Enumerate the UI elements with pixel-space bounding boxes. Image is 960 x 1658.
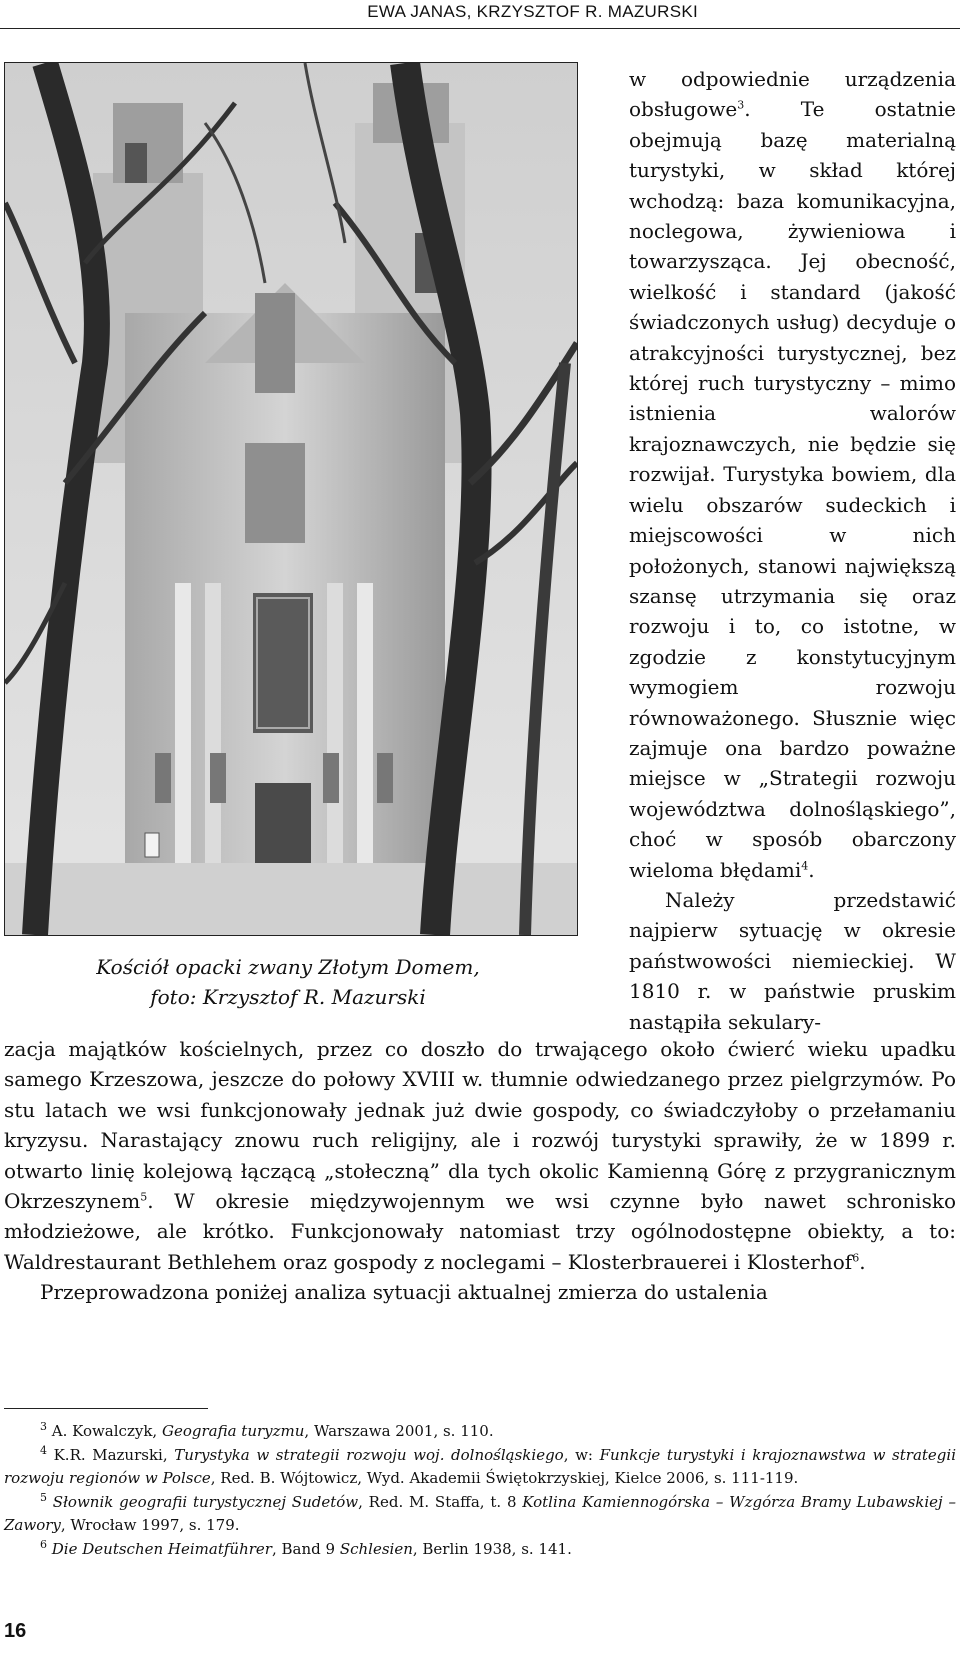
footnote-number: 5	[40, 1490, 47, 1504]
page-number: 16	[4, 1620, 27, 1642]
footnote-ref: 4	[801, 858, 809, 872]
footnote-number: 3	[40, 1420, 47, 1433]
text-run: , Band 9	[271, 1539, 340, 1558]
footnote-4	[4, 1444, 956, 1491]
figure-caption	[0, 952, 576, 1012]
text-run-italic: Kotlina Kamiennogórska – Wzgórza Bramy Lubawskiej – Zawory	[4, 1492, 956, 1534]
footnote-6	[4, 1538, 956, 1562]
footnote-separator	[4, 1408, 208, 1409]
footnote-number: 6	[40, 1537, 47, 1551]
text-run: , Red. M. Staffa, t. 8	[358, 1492, 523, 1511]
paragraph: Przeprowadzona poniżej analiza sytuacji aktualnej zmierza do ustalenia	[40, 1280, 768, 1305]
running-header	[0, 0, 960, 29]
text-run: , w:	[563, 1445, 600, 1464]
paragraph	[629, 64, 956, 885]
text-run: . Te ostatnie obejmują bazę materialną turystyki, w skład której wchodzą: baza komunikacyjna, noclegowa, żywieniowa i towarzysząca. Jej obecność, wielkość i standard (jakość świadczonych usług) decyduje o atrakcyjności turystycznej, bez której ruch turystyczny – mimo istnienia walorów krajoznawczych, nie będzie się rozwijał. Turystyka bowiem, dla wielu obszarów sudeckich i miejscowości w nich położonych, stanowi największą szansę utrzymania się oraz rozwoju i to, co istotne, w zgodzie z konstytucyjnym wymogiem rozwoju równoważonego. Słusznie więc zajmuje ona bardzo poważne miejsce w „Strategii rozwoju województwa dolnośląskiego”, choć w sposób obarczony wieloma błędami	[629, 97, 956, 882]
text-run: , Red. B. Wójtowicz, Wyd. Akademii Świętokrzyskiej, Kielce 2006, s. 111-119.	[210, 1469, 799, 1487]
footnote-5	[4, 1491, 956, 1538]
text-run: K.R. Mazurski,	[47, 1445, 175, 1464]
church-photo-drawing	[5, 63, 577, 935]
footnote-number: 4	[40, 1443, 47, 1457]
text-run-italic: Funkcje turystyki i krajoznawstwa w strategii rozwoju regionów w Polsce	[4, 1445, 956, 1487]
footnote-ref: 3	[737, 98, 745, 112]
text-run: , Berlin 1938, s. 141.	[412, 1539, 572, 1558]
paragraph-continuation	[4, 1034, 956, 1277]
text-run: .	[808, 857, 815, 882]
text-run: w odpowiednie urządzenia obsługowe	[629, 67, 956, 122]
text-run: .	[859, 1249, 866, 1274]
text-run: A. Kowalczyk,	[47, 1422, 162, 1440]
footnotes	[4, 1420, 956, 1561]
text-run-italic: Schlesien	[339, 1539, 413, 1558]
church-photo	[4, 62, 578, 936]
text-run-italic: Die Deutschen Heimatführer	[51, 1539, 272, 1558]
text-run-italic: Turystyka w strategii rozwoju woj. dolnośląskiego	[174, 1445, 564, 1464]
text-run: , Warszawa 2001, s. 110.	[304, 1422, 494, 1440]
paragraph: Należy przedstawić najpierw sytuację w okresie państwowości niemieckiej. W 1810 r. w państwie pruskim nastąpiła sekulary-	[629, 887, 956, 1034]
text-run: . W okresie międzywojennym we wsi czynne było nawet schronisko młodzieżowe, ale krótko. Funkcjonowały natomiast trzy ogólnodostępne obiekty, a to: Waldrestaurant Bethlehem oraz gospody z noclegami – Klosterbrauerei i Klosterhof	[4, 1189, 956, 1274]
footnote-ref: 6	[852, 1251, 860, 1265]
running-head-text: EWA JANAS, KRZYSZTOF R. MAZURSKI	[367, 2, 698, 21]
text-run-italic: Słownik geografii turystycznej Sudetów	[52, 1492, 359, 1511]
text-run: zacja majątków kościelnych, przez co doszło do trwającego około ćwierć wieku upadku samego Krzeszowa, jeszcze do połowy XVIII w. tłumnie odwiedzanego przez pielgrzymów. Po stu latach we wsi funkcjonowały jednak już dwie gospody, co świadczyłoby o przełamaniu kryzysu. Narastający znowu ruch religijny, ale i rozwój turystyki sprawiły, że w 1899 r. otwarto linię kolejową łączącą „stołeczną” dla tych okolic Kamienną Górę z przygranicznym Okrzeszynem	[4, 1037, 956, 1214]
text-run-italic: Geografia turyzmu	[161, 1422, 305, 1440]
side-column-text	[629, 64, 956, 1037]
text-run: , Wrocław 1997, s. 179.	[60, 1516, 240, 1534]
caption-line-2: foto: Krzysztof R. Mazurski	[150, 985, 426, 1009]
full-width-text	[4, 1034, 956, 1308]
footnote-ref: 5	[140, 1190, 148, 1204]
footnote-3	[4, 1420, 956, 1444]
caption-line-1: Kościół opacki zwany Złotym Domem,	[96, 955, 480, 979]
